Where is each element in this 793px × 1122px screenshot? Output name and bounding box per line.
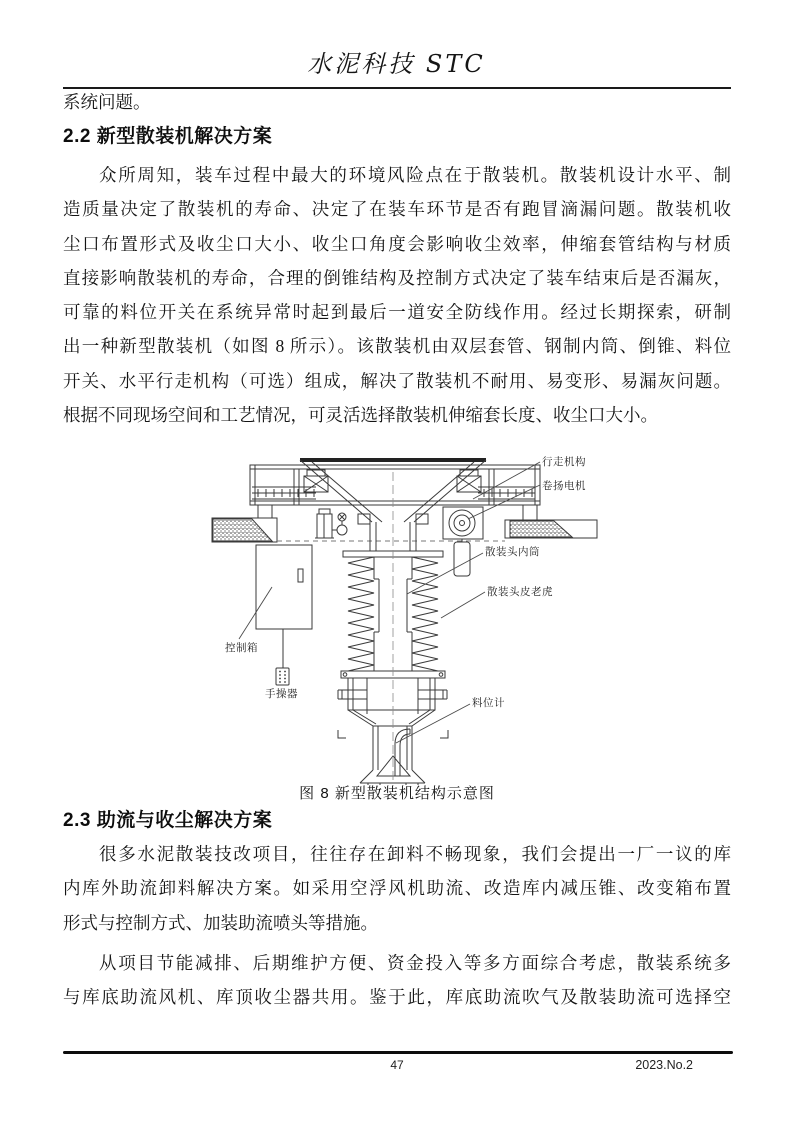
text-line: 尘口布置形式及收尘口大小、收尘口角度会影响收尘效率，伸缩套管结构与材质 (63, 233, 731, 254)
label-walking-mechanism: 行走机构 (542, 456, 586, 468)
text-line: 很多水泥散装技改项目，往往存在卸料不畅现象，我们会提出一厂一议的库 (99, 844, 731, 864)
label-level-indicator: 料位计 (472, 697, 505, 709)
section-heading-2-3: 2.3 助流与收尘解决方案 (63, 810, 273, 831)
label-hand-controller: 手操器 (265, 688, 298, 700)
text-line: 内库外助流卸料解决方案。如采用空浮风机助流、改造库内减压锥、改变箱布置 (63, 878, 731, 899)
level-indicator-pipe (395, 729, 410, 776)
paragraph-2-2 (63, 158, 731, 432)
paragraph-2-3-1 (63, 837, 731, 940)
control-box (256, 545, 312, 629)
text-line: 直接影响散装机的寿命，合理的倒锥结构及控制方式决定了装车结束后是否漏灰， (63, 267, 731, 288)
label-bellows: 散装头皮老虎 (487, 586, 553, 598)
bulk-loader-diagram (210, 452, 602, 785)
footer-rule (63, 1051, 733, 1054)
figure-caption: 图 8 新型散装机结构示意图 (299, 785, 495, 802)
figure-8 (210, 452, 602, 785)
carryover-line: 系统问题。 (63, 92, 151, 112)
text-line: 造质量决定了散装机的寿命、决定了在装车环节是否有跑冒滴漏问题。散装机收 (63, 199, 731, 220)
journal-title: 水泥科技 STC (307, 50, 486, 78)
hand-controller-pendant (276, 629, 289, 685)
label-inner-tube: 散装头内筒 (485, 546, 540, 558)
paragraph-2-3-2 (63, 946, 731, 1015)
text-line: 可靠的料位开关在系统异常时起到最后一道安全防线作用。经过长期探索，研制 (63, 302, 731, 323)
header-rule (63, 87, 731, 89)
text-line: 根据不同现场空间和工艺情况，可灵活选择散装机伸缩套长度、收尘口大小。 (63, 405, 658, 426)
air-valve-cluster (315, 509, 347, 538)
page-number: 47 (390, 1058, 404, 1072)
text-line: 形式与控制方式、加装助流喷头等措施。 (63, 912, 378, 933)
label-control-box: 控制箱 (225, 642, 258, 654)
label-hoist-motor: 卷扬电机 (542, 480, 586, 492)
text-line: 从项目节能减排、后期维护方便、资金投入等多方面综合考虑，散装系统多 (99, 953, 731, 973)
section-heading-2-2: 2.2 新型散装机解决方案 (63, 126, 273, 147)
text-line: 众所周知，装车过程中最大的环境风险点在于散装机。散装机设计水平、制 (99, 165, 731, 185)
text-line: 开关、水平行走机构（可选）组成，解决了散装机不耐用、易变形、易漏灰问题。 (63, 370, 731, 391)
text-line: 与库底助流风机、库顶收尘器共用。鉴于此，库底助流吹气及散装助流可选择空 (63, 987, 731, 1008)
issue-number: 2023.No.2 (635, 1058, 693, 1072)
text-line: 出一种新型散装机（如图 8 所示）。该散装机由双层套管、钢制内筒、倒锥、料位 (63, 336, 731, 357)
